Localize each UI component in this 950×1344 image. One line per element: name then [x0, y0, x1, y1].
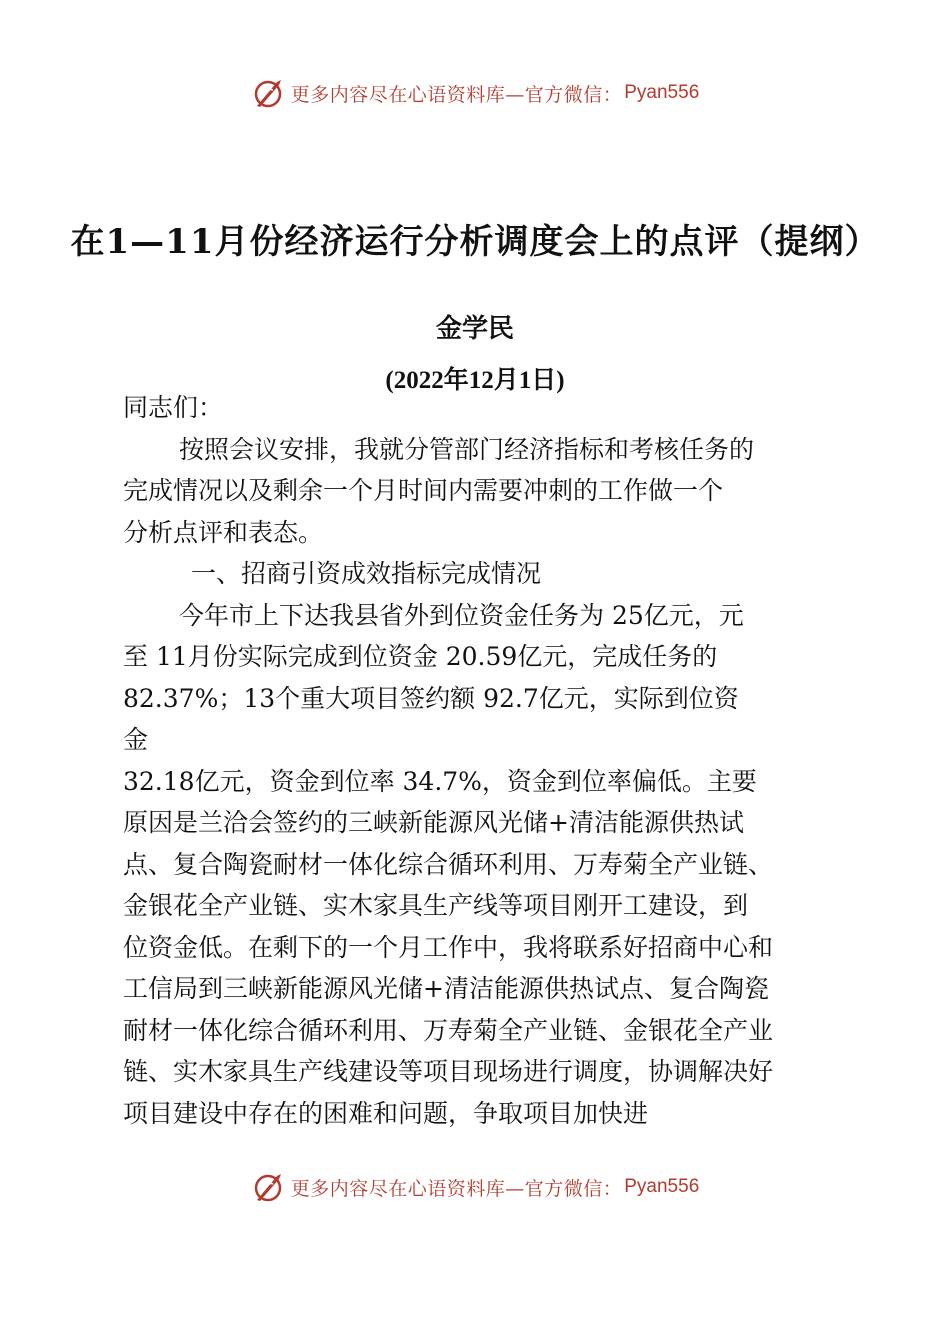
paragraph-line: 完成情况以及剩余一个月时间内需要冲刺的工作做一个: [123, 476, 724, 505]
paragraph-line: 点、复合陶瓷耐材一体化综合循环利用、万寿菊全产业链、: [123, 849, 774, 879]
paragraph-line: 82.37%；13个重大项目签约额 92.7亿元，实际到位资: [123, 683, 739, 713]
document-title: 在1—11月份经济运行分析调度会上的点评（提纲）: [70, 222, 880, 262]
paragraph-line: 项目建设中存在的困难和问题，争取项目加快进: [123, 1098, 649, 1128]
paragraph-line: 耐材一体化综合循环利用、万寿菊全产业链、金银花全产业: [123, 1015, 774, 1045]
quill-seal-icon: [251, 1170, 285, 1204]
paragraph-line: 分析点评和表态。: [123, 517, 324, 547]
paragraph-line: 原因是兰洽会签约的三峡新能源风光储+清洁能源供热试: [123, 808, 744, 837]
paragraph-line: 金: [123, 725, 149, 754]
watermark-wechat-id: Pyan556: [624, 82, 700, 103]
paragraph-line: 位资金低。在剩下的一个月工作中，我将联系好招商中心和: [123, 932, 774, 962]
watermark-footer: [0, 1167, 950, 1207]
section-heading: 一、招商引资成效指标完成情况: [191, 559, 542, 588]
watermark-text: 更多内容尽在心语资料库—官方微信：: [290, 1177, 623, 1200]
document-body: [123, 387, 833, 1134]
paragraph-line: 链、实木家具生产线建设等项目现场进行调度，协调解决好: [123, 1057, 774, 1086]
paragraph-line: 按照会议安排，我就分管部门经济指标和考核任务的: [179, 434, 755, 464]
paragraph-line: 32.18亿元，资金到位率 34.7%，资金到位率偏低。主要: [123, 766, 757, 796]
watermark-text: 更多内容尽在心语资料库—官方微信：: [290, 83, 623, 106]
paragraph-line: 工信局到三峡新能源风光储+清洁能源供热试点、复合陶瓷: [123, 974, 769, 1003]
quill-seal-icon: [251, 76, 285, 110]
watermark-header: [0, 73, 950, 113]
salutation: 同志们：: [123, 393, 224, 422]
watermark-wechat-id: Pyan556: [624, 1176, 700, 1197]
paragraph-line: 至 11月份实际完成到位资金 20.59亿元，完成任务的: [123, 642, 718, 671]
paragraph-line: 今年市上下达我县省外到位资金任务为 25亿元，元: [179, 600, 744, 630]
paragraph-line: 金银花全产业链、实木家具生产线等项目刚开工建设，到: [123, 891, 749, 920]
document-author: 金学民: [435, 314, 514, 344]
document-date: (2022年12月1日): [385, 367, 565, 394]
